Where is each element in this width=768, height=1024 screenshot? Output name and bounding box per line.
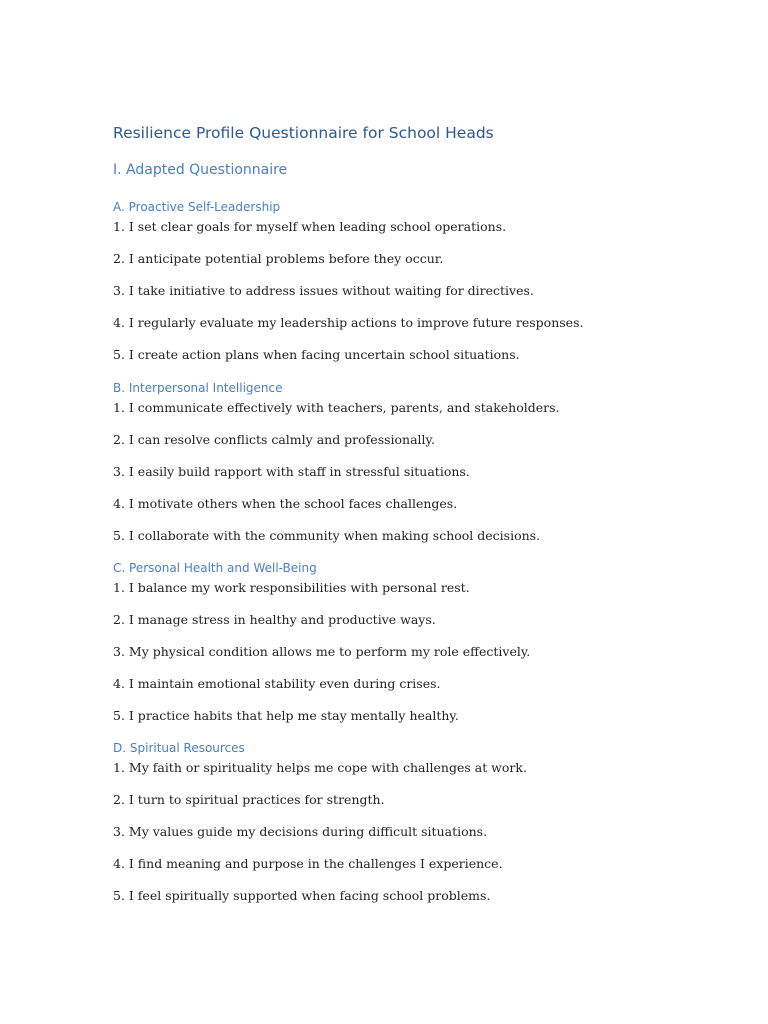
question-item: 2. I can resolve conflicts calmly and professionally. [113,432,435,447]
section-heading: D. Spiritual Resources [113,741,245,755]
section-interpersonal-intelligence [113,378,733,558]
question-item: 1. My faith or spirituality helps me cope with challenges at work. [113,760,527,775]
question-item: 5. I create action plans when facing uncertain school situations. [113,347,520,362]
section-personal-health-well-being [113,558,733,738]
question-item: 2. I turn to spiritual practices for strength. [113,792,385,807]
section-heading: B. Interpersonal Intelligence [113,381,283,395]
question-list [113,217,733,377]
question-list [113,398,733,558]
question-item: 3. My physical condition allows me to perform my role effectively. [113,644,531,659]
question-item: 5. I practice habits that help me stay mentally healthy. [113,708,459,723]
part-heading: I. Adapted Questionnaire [113,162,288,178]
question-item: 3. My values guide my decisions during difficult situations. [113,824,488,839]
question-item: 4. I regularly evaluate my leadership actions to improve future responses. [113,315,584,330]
section-spiritual-resources [113,738,733,918]
question-item: 4. I maintain emotional stability even during crises. [113,676,441,691]
question-item: 2. I anticipate potential problems before they occur. [113,251,444,266]
question-item: 5. I feel spiritually supported when facing school problems. [113,888,491,903]
question-item: 5. I collaborate with the community when making school decisions. [113,528,541,543]
question-list [113,578,733,738]
section-proactive-self-leadership [113,197,733,377]
question-item: 3. I take initiative to address issues without waiting for directives. [113,283,534,298]
section-heading: A. Proactive Self-Leadership [113,200,281,214]
question-item: 1. I set clear goals for myself when leading school operations. [113,219,507,234]
question-list [113,758,733,918]
question-item: 1. I communicate effectively with teachers, parents, and stakeholders. [113,400,560,415]
section-heading: C. Personal Health and Well-Being [113,561,317,575]
question-item: 1. I balance my work responsibilities with personal rest. [113,580,470,595]
question-item: 3. I easily build rapport with staff in stressful situations. [113,464,470,479]
question-item: 4. I motivate others when the school faces challenges. [113,496,458,511]
question-item: 2. I manage stress in healthy and productive ways. [113,612,436,627]
document-title: Resilience Profile Questionnaire for School Heads [113,124,494,142]
question-item: 4. I find meaning and purpose in the challenges I experience. [113,856,503,871]
